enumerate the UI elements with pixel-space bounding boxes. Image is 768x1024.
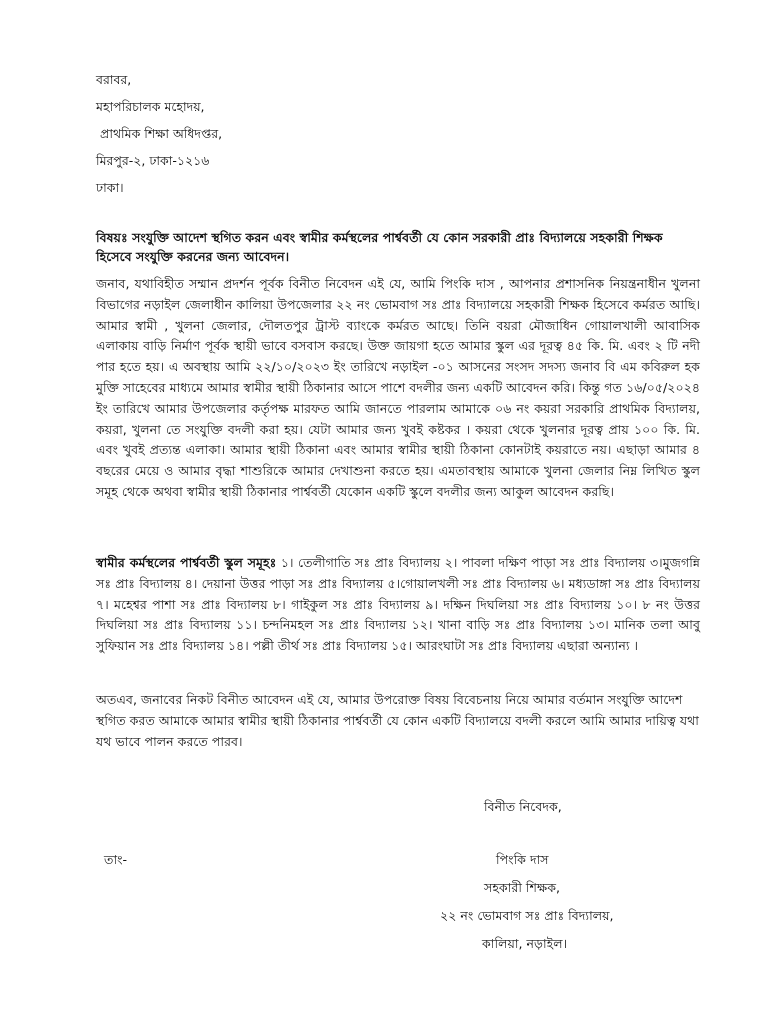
signer-school: ২২ নং ভোমবাগ সঃ প্রাঃ বিদ্যালয়,	[440, 908, 614, 923]
body-paragraph-2	[96, 553, 700, 657]
recipient-address	[96, 66, 222, 201]
signer-name: পিংকি দাস	[496, 852, 549, 867]
recipient-line-2: মহাপরিচালক মহোদয়,	[96, 99, 205, 114]
school-list-text: ১। তেলীগাতি সঃ প্রাঃ বিদ্যালয় ২। পাবলা দক্ষিণ পাড়া সঃ প্রাঃ বিদ্যালয় ৩।মুজগন্নি সঃ প্রাঃ বিদ্যালয় ৪। দেয়ানা উত্তর পাড়া সঃ প্রাঃ বিদ্যালয় ৫।গোয়ালখলী সঃ প্রাঃ বিদ্যালয় ৬। মধ্যডাঙ্গা সঃ প্রাঃ বিদ্যালয় ৭। মহেশ্বর পাশা সঃ প্রাঃ বিদ্যালয় ৮। গাইকুল সঃ প্রাঃ বিদ্যালয় ৯। দক্ষিন দিঘলিয়া সঃ প্রাঃ বিদ্যালয় ১০। ৮ নং উত্তর দিঘলিয়া সঃ প্রাঃ বিদ্যালয় ১১। চন্দনিমহল সঃ প্রাঃ বিদ্যালয় ১২। খানা বাড়ি সঃ প্রাঃ বিদ্যালয় ১৩। মানিক তলা আবু সুফিয়ান সঃ প্রাঃ বিদ্যালয় ১৪। পল্লী তীর্থ সঃ প্রাঃ বিদ্যালয় ১৫। আরংঘাটা সঃ প্রাঃ বিদ্যালয় এছারা অন্যান্য ।	[96, 555, 700, 654]
subject-label: বিষয়ঃ	[96, 230, 128, 245]
recipient-line-4: মিরপুর-২, ঢাকা-১২১৬	[96, 153, 210, 168]
date-label: তাং-	[104, 852, 128, 867]
recipient-line-1: বরাবর,	[96, 72, 132, 87]
recipient-line-5: ঢাকা।	[96, 180, 124, 195]
closing-salutation: বিনীত নিবেদক,	[484, 799, 562, 814]
school-list-label: স্বামীর কর্মস্থলের পার্শ্ববর্তী স্কুল সমূহঃ	[96, 555, 277, 570]
signer-designation: সহকারী শিক্ষক,	[484, 880, 561, 895]
body-paragraph-1: জনাব, যথাবিহীত সম্মান প্রদর্শন পূর্বক বিনীত নিবেদন এই যে, আমি পিংকি দাস , আপনার প্রশাসনিক নিয়ন্ত্রনাধীন খুলনা বিভাগের নড়াইল জেলাধীন কালিয়া উপজেলার ২২ নং ভোমবাগ সঃ প্রাঃ বিদ্যালয়ে সহকারী শিক্ষক হিসেবে কর্মরত আছি। আমার স্বামী , খুলনা জেলার, দৌলতপুর ট্রাস্ট ব্যাংকে কর্মরত আছে। তিনি বয়রা মৌজাধিন গোয়ালখালী আবাসিক এলাকায় বাড়ি নির্মাণ পূর্বক স্থায়ী ভাবে বসবাস করছে। উক্ত জায়গা হতে আমার স্কুল এর দূরত্ব ৪৫ কি. মি. এবং ২ টি নদী পার হতে হয়। এ অবস্থায় আমি ২২/১০/২০২৩ ইং তারিখে নড়াইল -০১ আসনের সংসদ সদস্য জনাব বি এম কবিরুল হক মুক্তি সাহেবের মাধ্যমে আমার স্বামীর স্থায়ী ঠিকানার আসে পাশে বদলীর জন্য একটি আবেদন করি। কিন্তু গত ১৬/০৫/২০২৪ ইং তারিখে আমার উপজেলার কর্তৃপক্ষ মারফত আমি জানতে পারলাম আমাকে ০৬ নং কয়রা সরকারি প্রাথমিক বিদ্যালয়, কয়রা, খুলনা তে সংযুক্তি বদলী করা হয়। যেটা আমার জন্য খুবই কষ্টকর । কয়রা থেকে খুলনার দূরত্ব প্রায় ১০০ কি. মি. এবং খুবই প্রত্যন্ত এলাকা। আমার স্থায়ী ঠিকানা এবং আমার স্বামীর স্থায়ী ঠিকানা কোনটাই কয়রাতে নয়। এছাড়া আমার ৪ বছরের মেয়ে ও আমার বৃদ্ধা শাশুরিকে আমার দেখাশুনা করতে হয়। এমতাবস্থায় আমাকে খুলনা জেলার নিম্ন লিখিত স্কুল সমূহ থেকে অথবা স্বামীর স্থায়ী ঠিকানার পার্শ্ববর্তী যেকোন একটি স্কুলে বদলীর জন্য আকুল আবেদন করছি।	[96, 276, 700, 499]
signer-location: কালিয়া, নড়াইল।	[482, 936, 568, 951]
recipient-line-3: প্রাথমিক শিক্ষা অধিদপ্তর,	[100, 126, 223, 141]
body-paragraph-3: অতএব, জনাবের নিকট বিনীত আবেদন এই যে, আমার উপরোক্ত বিষয় বিবেচনায় নিয়ে আমার বর্তমান সংযুক্তি আদেশ স্থগিত করত আমাকে আমার স্বামীর স্থায়ী ঠিকানার পার্শ্ববর্তী যে কোন একটি বিদ্যালয়ে বদলী করলে আমি আমার দায়িত্ব যথা যথ ভাবে পালন করতে পারব।	[96, 692, 699, 749]
subject-text: সংযুক্তি আদেশ স্থগিত করন এবং স্বামীর কর্মস্থলের পার্শ্ববর্তী যে কোন সরকারী প্রাঃ বিদ্যালয়ে সহকারী শিক্ষক হিসেবে সংযুক্তি করনের জন্য আবেদন।	[96, 230, 663, 264]
subject-line	[96, 228, 700, 266]
